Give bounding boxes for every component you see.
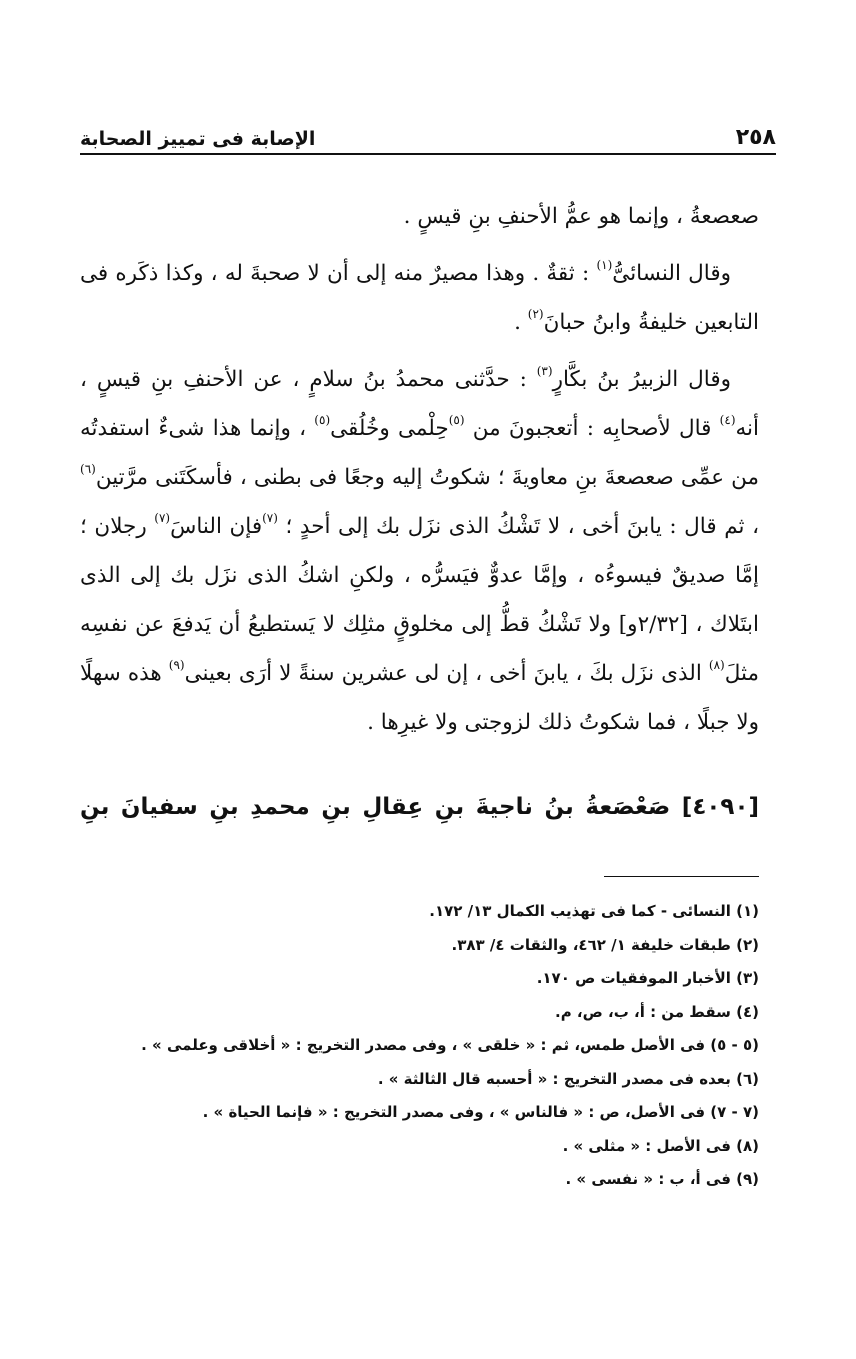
footnote-ref-6[interactable]: (٦): [80, 462, 96, 476]
footnote-5: (٥ - ٥) فى الأصل طمس، ثم : « خلقى » ، وفى مصدر التخريج : « أخلاقى وعلمى » .: [141, 1036, 759, 1054]
footnote-divider: [604, 876, 759, 877]
page-number: ٢٥٨: [735, 125, 776, 150]
footnote-ref-5-close[interactable]: (٥): [314, 413, 331, 427]
footnote-ref-1[interactable]: (١): [596, 258, 613, 272]
footnote-ref-9[interactable]: (٩): [168, 658, 185, 672]
footnote-8: (٨) فى الأصل : « مثلى » .: [562, 1136, 759, 1155]
footnote-ref-3[interactable]: (٣): [536, 364, 553, 378]
footnote-ref-5-open[interactable]: (٥): [448, 413, 465, 427]
footnote-ref-7-open[interactable]: (٧): [262, 511, 278, 525]
footnote-ref-7-close[interactable]: (٧): [154, 511, 171, 525]
paragraph-1: صعصعةُ ، وإنما هو عمُّ الأحنفِ بنِ قيسٍ .: [403, 204, 759, 229]
footnote-4: (٤) سقط من : أ، ب، ص، م.: [555, 1002, 759, 1021]
main-text: [80, 192, 759, 747]
footnote-9: (٩) فى أ، ب : « نفسى » .: [565, 1170, 759, 1188]
entry-heading: [٤٠٩٠] صَعْصَعةُ بنُ ناجيةَ بنِ عِقالِ بنِ محمدِ بنِ سفيانَ بنِ: [80, 794, 759, 820]
footnote-1: (١) النسائى - كما فى تهذيب الكمال ١٣/ ١٧٢.: [429, 902, 759, 920]
footnote-2: (٢) طبقات خليفة ١/ ٤٦٢، والثقات ٤/ ٣٨٣.: [451, 935, 759, 954]
paragraph-3: وقال الزبيرُ بنُ بكَّارٍ$^{(٣)}$ : حدَّثنى محمدُ بنُ سلامٍ ، عن الأحنفِ بنِ قيسٍ ، أنه$^{(٤)}$ قال لأصحابِه : أتعجبونَ من $^{(٥)}$حِلْمى وخُلُقى$^{(٥)}$ ، وإنما هذا شىءٌ استفدتُه من عمِّى صعصعةَ بنِ معاويةَ ؛ شكوتُ إليه وجعًا فى بطنى ، فأسكَتَنى مرَّتين$^{(٦)}$ ، ثم قال : يابنَ أخى ، لا تَشْكُ الذى نزَل بك إلى أحدٍ ؛ $^{(٧)}$فإن الناسَ$^{(٧)}$ رجلان ؛ إمَّا صديقٌ فيسوءُه ، وإمَّا عدوٌّ فيَسرُّه ، ولكنِ اشكُ الذى نزَل بك إلى الذى ابتَلاك ، [٢/٣٢و] ولا تَشْكُ قطُّ إلى مخلوقٍ مثلِك لا يَستطيعُ أن يَدفعَ عن نفسِه مثلَ$^{(٨)}$ الذى نزَل بكَ ، يابنَ أخى ، إن لى عشرين سنةً لا أرَى بعينى$^{(٩)}$ هذه سهلًا ولا جبلًا ، فما شكوتُ ذلك لزوجتى ولا غيرِها .: [80, 364, 760, 735]
header-divider: [80, 153, 776, 155]
footnote-ref-4[interactable]: (٤): [719, 413, 736, 427]
footnote-3: (٣) الأخبار الموفقيات ص ١٧٠.: [536, 969, 759, 987]
footnote-6: (٦) بعده فى مصدر التخريج : « أحسبه قال الثالثة » .: [377, 1069, 759, 1088]
paragraph-2: وقال النسائىُّ$^{(١)}$ : ثقةٌ . وهذا مصيرٌ منه إلى أن لا صحبةَ له ، وكذا ذكَره فى التابعين خليفةُ وابنُ حبانَ$^{(٢)}$ .: [80, 258, 759, 335]
running-title: الإصابة فى تمييز الصحابة: [80, 128, 316, 150]
footnote-7: (٧ - ٧) فى الأصل، ص : « فالناس » ، وفى مصدر التخريج : « فإنما الحياة » .: [202, 1103, 759, 1121]
footnote-ref-2[interactable]: (٢): [527, 307, 544, 321]
page-header: [80, 110, 776, 150]
footnote-ref-8[interactable]: (٨): [708, 658, 725, 672]
footnotes: [80, 895, 759, 1197]
